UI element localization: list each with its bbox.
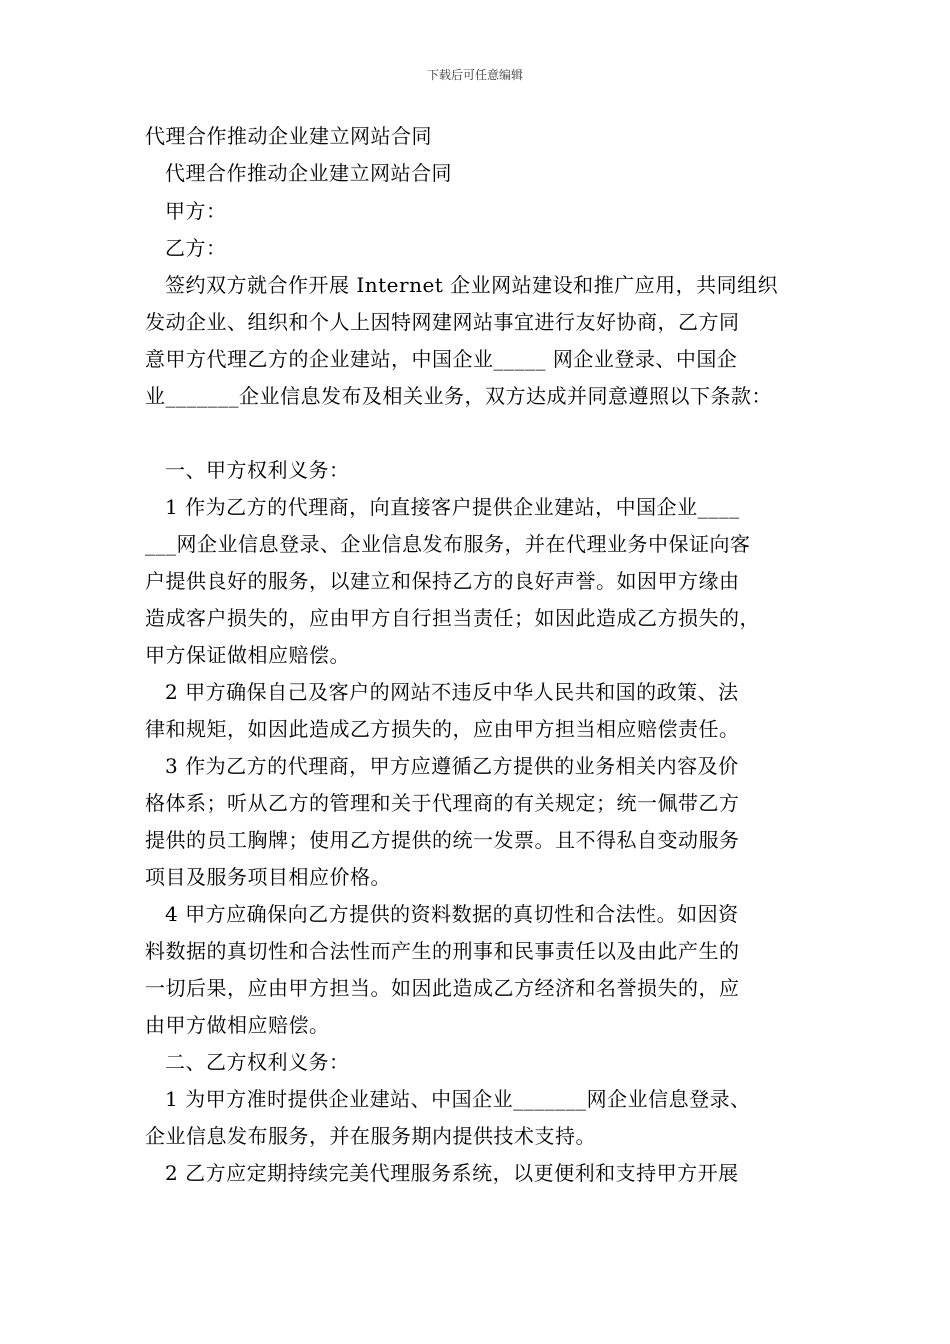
party-b-label: 乙方： — [165, 236, 227, 260]
header-note: 下载后可任意编辑 — [426, 68, 523, 82]
clause-line: 2 甲方确保自己及客户的网站不违反中华人民共和国的政策、法 — [165, 680, 739, 704]
clause-line: ___网企业信息登录、企业信息发布服务，并在代理业务中保证向客 — [145, 532, 751, 556]
clause-line: 1 为甲方准时提供企业建站、中国企业_______网企业信息登录、 — [165, 1087, 751, 1111]
party-a-label: 甲方： — [165, 199, 227, 223]
clause-line: 造成客户损失的，应由甲方自行担当责任；如因此造成乙方损失的， — [145, 606, 760, 630]
clause-line: 料数据的真切性和合法性而产生的刑事和民事责任以及由此产生的 — [145, 939, 740, 963]
paragraph-line: 发动企业、组织和个人上因特网建网站事宜进行友好协商，乙方同 — [145, 310, 740, 334]
paragraph-line: 意甲方代理乙方的企业建站，中国企业_____ 网企业登录、中国企 — [145, 347, 738, 371]
clause-line: 2 乙方应定期持续完美代理服务系统，以更便利和支持甲方开展 — [165, 1161, 739, 1185]
clause-line: 提供的员工胸牌；使用乙方提供的统一发票。且不得私自变动服务 — [145, 828, 740, 852]
clause-line: 户提供良好的服务，以建立和保持乙方的良好声誉。如因甲方缘由 — [145, 569, 740, 593]
clause-line: 一切后果，应由甲方担当。如因此造成乙方经济和名誉损失的，应 — [145, 976, 740, 1000]
clause-line: 企业信息发布服务，并在服务期内提供技术支持。 — [145, 1124, 596, 1148]
clause-line: 甲方保证做相应赔偿。 — [145, 643, 350, 667]
clause-line: 项目及服务项目相应价格。 — [145, 865, 391, 889]
document-title: 代理合作推动企业建立网站合同 — [145, 124, 432, 148]
clause-line: 由甲方做相应赔偿。 — [145, 1013, 330, 1037]
section-heading-party-a: 一、甲方权利义务： — [165, 458, 350, 482]
section-heading-party-b: 二、乙方权利义务： — [165, 1050, 350, 1074]
clause-line: 1 作为乙方的代理商，向直接客户提供企业建站，中国企业____ — [165, 495, 740, 519]
clause-line: 4 甲方应确保向乙方提供的资料数据的真切性和合法性。如因资 — [165, 902, 739, 926]
contract-heading: 代理合作推动企业建立网站合同 — [165, 161, 452, 185]
clause-line: 3 作为乙方的代理商，甲方应遵循乙方提供的业务相关内容及价 — [165, 754, 739, 778]
clause-line: 律和规矩，如因此造成乙方损失的，应由甲方担当相应赔偿责任。 — [145, 717, 740, 741]
paragraph-line: 签约双方就合作开展 Internet 企业网站建设和推广应用，共同组织 — [165, 273, 779, 297]
paragraph-line: 业_______企业信息发布及相关业务，双方达成并同意遵照以下条款： — [145, 384, 772, 408]
clause-line: 格体系；听从乙方的管理和关于代理商的有关规定；统一佩带乙方 — [145, 791, 740, 815]
